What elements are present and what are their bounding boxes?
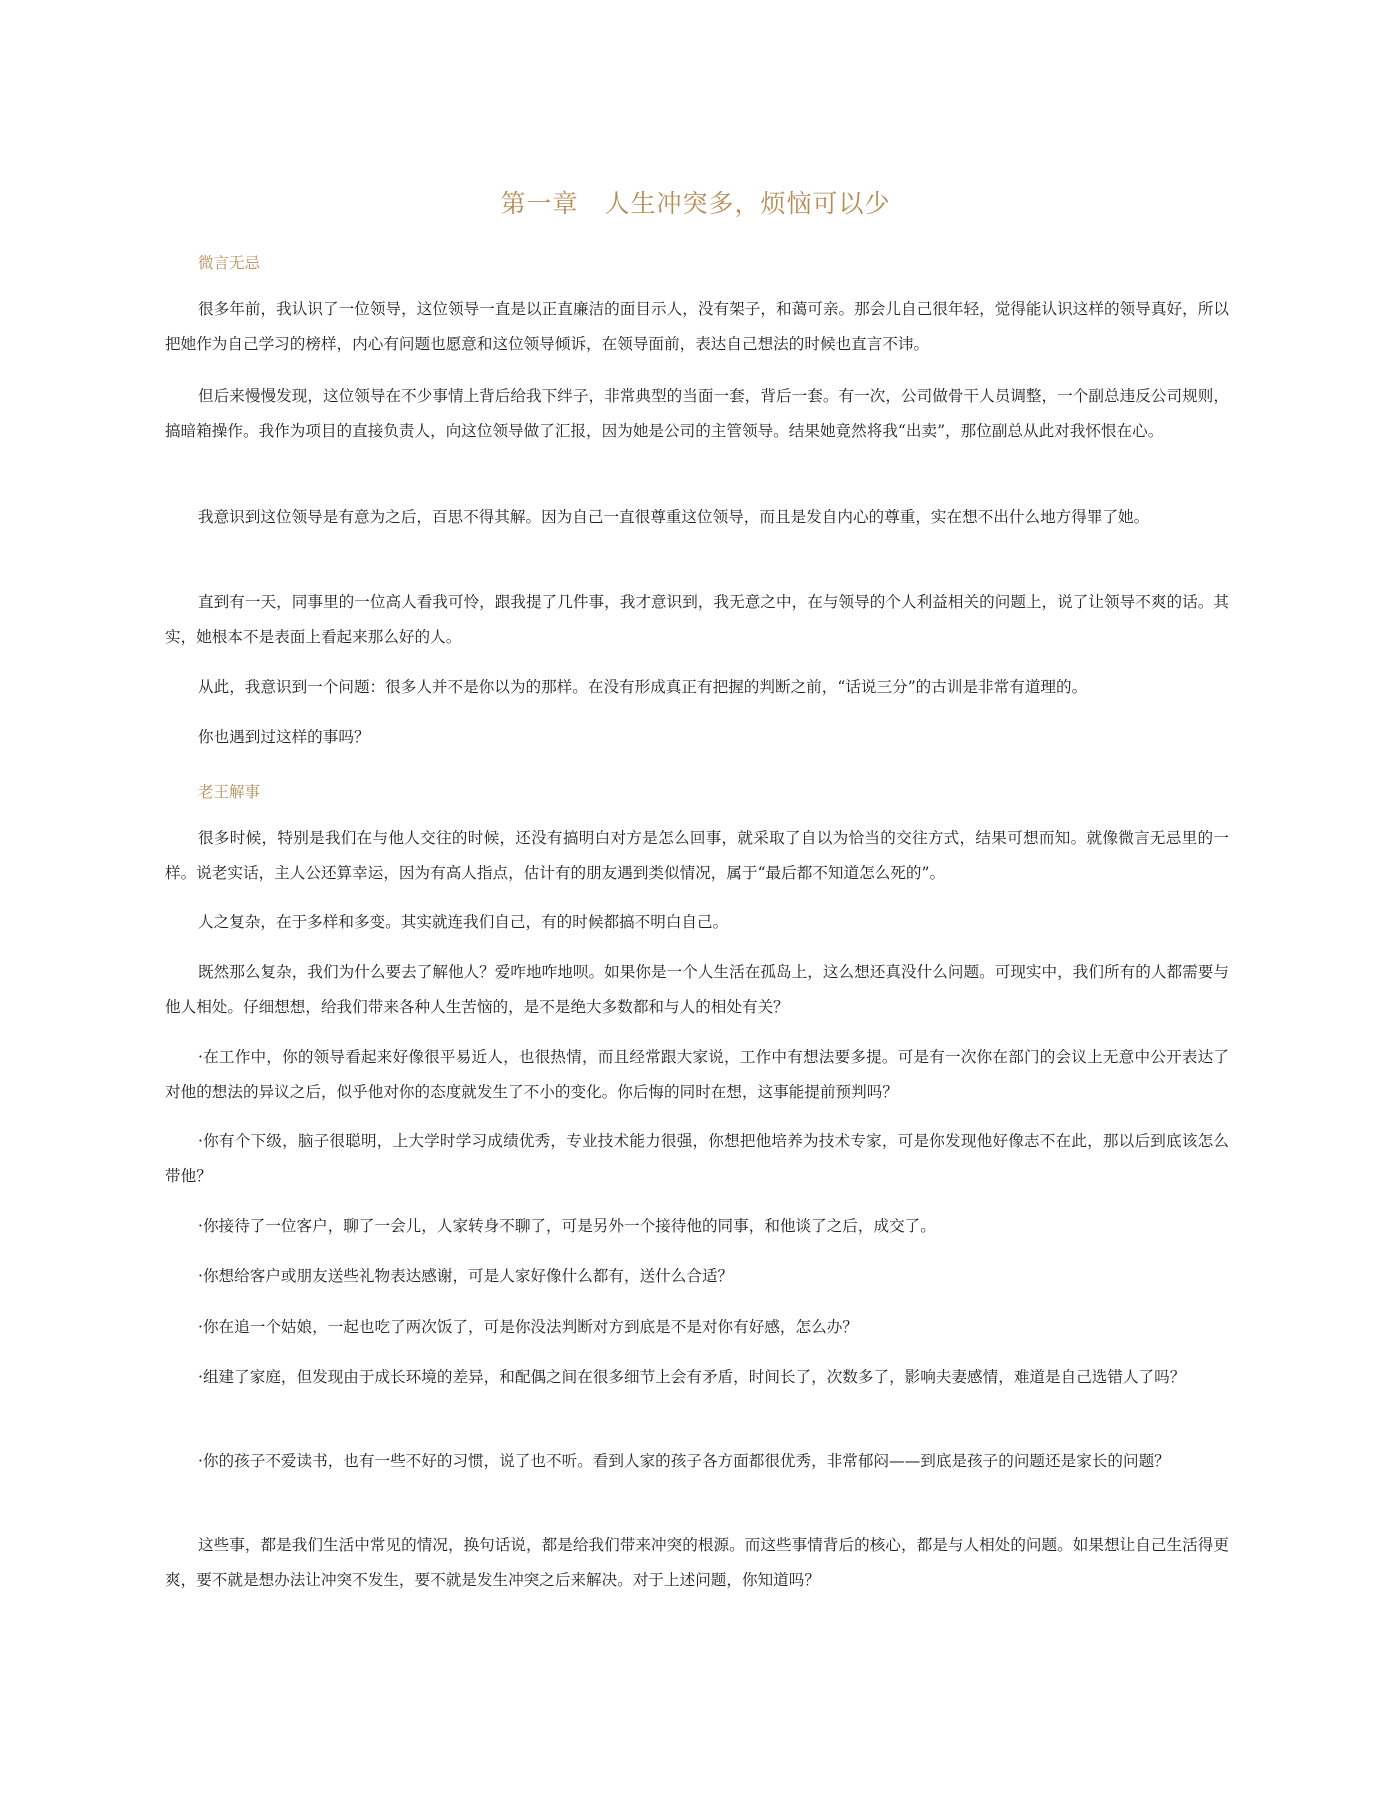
paragraph: 人之复杂，在于多样和多变。其实就连我们自己，有的时候都搞不明白自己。 xyxy=(198,913,729,931)
paragraph: 既然那么复杂，我们为什么要去了解他人？爱咋地咋地呗。如果你是一个人生活在孤岛上，这么想还真没什么问题。可现实中，我们所有的人都需要与他人相处。仔细想想，给我们带来各种人生苦恼的，是不是绝大多数都和与人的相处有关？ xyxy=(165,963,1229,1016)
paragraph: 很多时候，特别是我们在与他人交往的时候，还没有搞明白对方是怎么回事，就采取了自以为恰当的交往方式，结果可想而知。就像微言无忌里的一样。说老实话，主人公还算幸运，因为有高人指点，估计有的朋友遇到类似情况，属于“最后都不知道怎么死的”。 xyxy=(165,829,1229,882)
paragraph: 这些事，都是我们生活中常见的情况，换句话说，都是给我们带来冲突的根源。而这些事情背后的核心，都是与人相处的问题。如果想让自己生活得更爽，要不就是想办法让冲突不发生，要不就是发生冲突之后来解决。对于上述问题，你知道吗？ xyxy=(165,1536,1229,1589)
paragraph: 我意识到这位领导是有意为之后，百思不得其解。因为自己一直很尊重这位领导，而且是发自内心的尊重，实在想不出什么地方得罪了她。 xyxy=(198,508,1150,526)
section-heading-weiyan: 微言无忌 xyxy=(198,254,261,272)
list-item: ·你接待了一位客户，聊了一会儿，人家转身不聊了，可是另外一个接待他的同事，和他谈了之后，成交了。 xyxy=(198,1217,936,1235)
list-item: ·你在追一个姑娘，一起也吃了两次饭了，可是你没法判断对方到底是不是对你有好感，怎么办？ xyxy=(198,1318,858,1336)
list-item: ·你的孩子不爱读书，也有一些不好的习惯，说了也不听。看到人家的孩子各方面都很优秀，非常郁闷——到底是孩子的问题还是家长的问题？ xyxy=(198,1452,1170,1470)
paragraph: 但后来慢慢发现，这位领导在不少事情上背后给我下绊子，非常典型的当面一套，背后一套。有一次，公司做骨干人员调整，一个副总违反公司规则，搞暗箱操作。我作为项目的直接负责人，向这位领导做了汇报，因为她是公司的主管领导。结果她竟然将我“出卖”，那位副总从此对我怀恨在心。 xyxy=(165,387,1229,440)
paragraph: 很多年前，我认识了一位领导，这位领导一直是以正直廉洁的面目示人，没有架子，和蔼可亲。那会儿自己很年轻，觉得能认识这样的领导真好，所以把她作为自己学习的榜样，内心有问题也愿意和这位领导倾诉，在领导面前，表达自己想法的时候也直言不讳。 xyxy=(165,300,1229,353)
section-heading-laowang: 老王解事 xyxy=(198,783,261,801)
chapter-title: 第一章 人生冲突多，烦恼可以少 xyxy=(500,189,891,218)
paragraph: 直到有一天，同事里的一位高人看我可怜，跟我提了几件事，我才意识到，我无意之中，在与领导的个人利益相关的问题上，说了让领导不爽的话。其实，她根本不是表面上看起来那么好的人。 xyxy=(165,593,1229,646)
list-item: ·在工作中，你的领导看起来好像很平易近人，也很热情，而且经常跟大家说，工作中有想法要多提。可是有一次你在部门的会议上无意中公开表达了对他的想法的异议之后，似乎他对你的态度就发生了不小的变化。你后悔的同时在想，这事能提前预判吗？ xyxy=(165,1048,1229,1101)
paragraph: 从此，我意识到一个问题：很多人并不是你以为的那样。在没有形成真正有把握的判断之前，“话说三分”的古训是非常有道理的。 xyxy=(198,678,1088,696)
list-item: ·组建了家庭，但发现由于成长环境的差异，和配偶之间在很多细节上会有矛盾，时间长了，次数多了，影响夫妻感情，难道是自己选错人了吗？ xyxy=(198,1368,1186,1386)
paragraph: 你也遇到过这样的事吗？ xyxy=(198,728,370,746)
list-item: ·你有个下级，脑子很聪明，上大学时学习成绩优秀，专业技术能力很强，你想把他培养为技术专家，可是你发现他好像志不在此，那以后到底该怎么带他？ xyxy=(165,1132,1229,1185)
list-item: ·你想给客户或朋友送些礼物表达感谢，可是人家好像什么都有，送什么合适？ xyxy=(198,1267,734,1285)
